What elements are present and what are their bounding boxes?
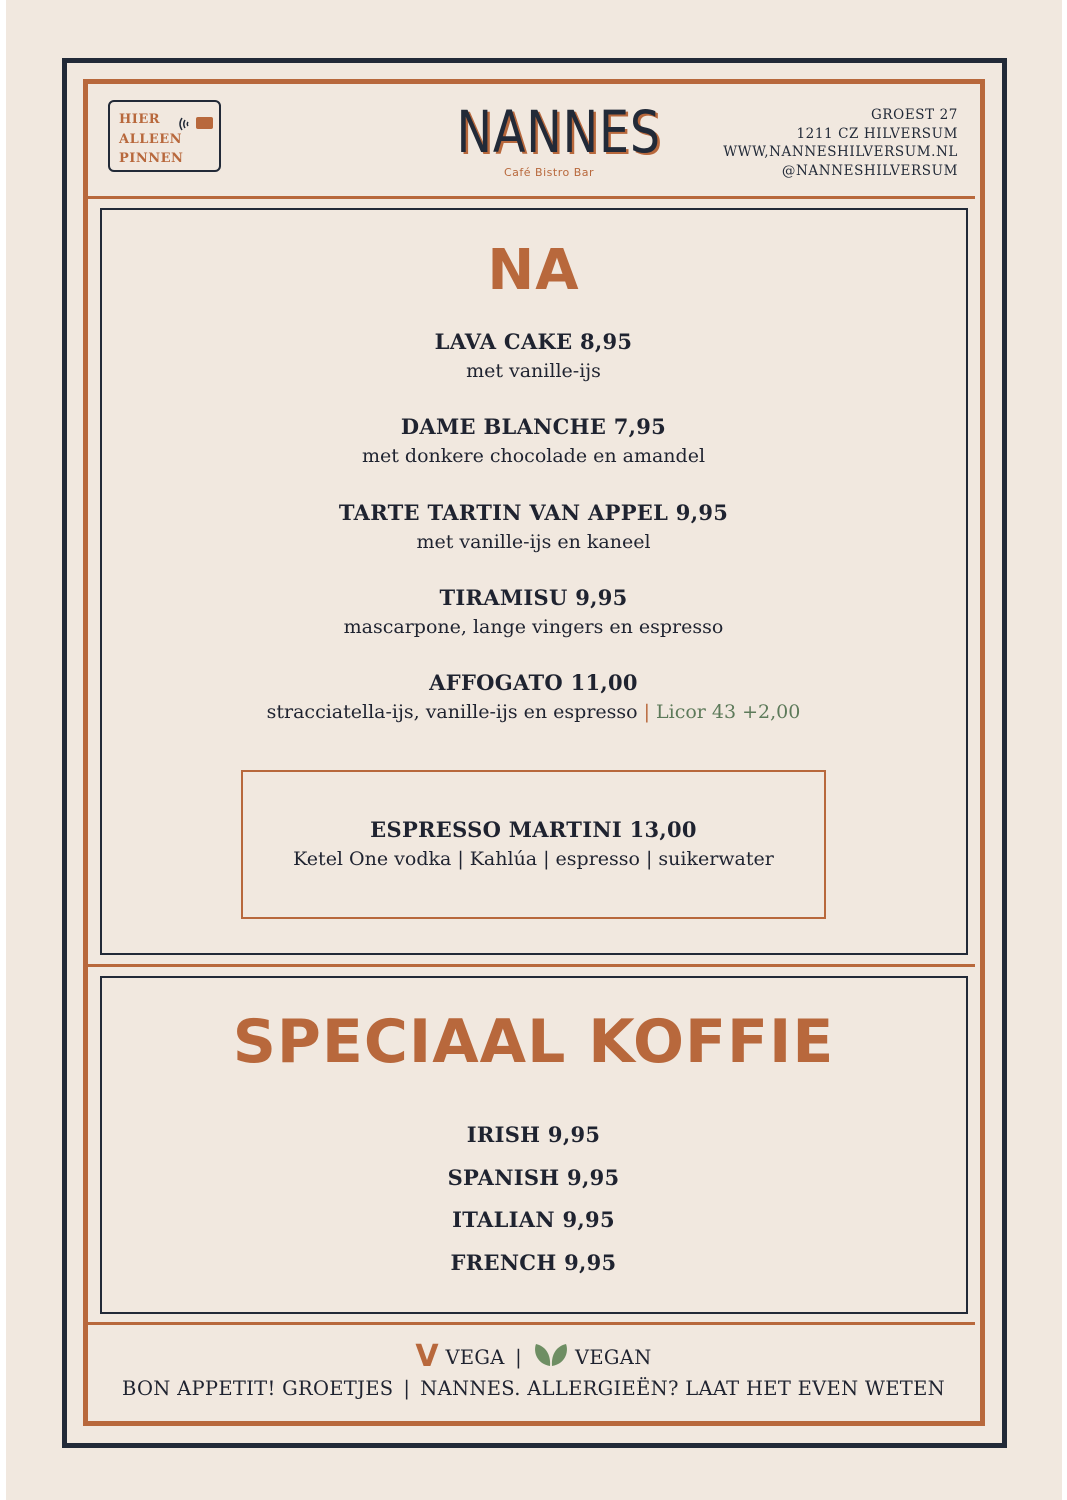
- vega-label: VEGA: [445, 1346, 505, 1369]
- menu-item-irish: [0, 1120, 1067, 1150]
- item-name: LAVA CAKE 8,95: [434, 329, 633, 354]
- address-city: 1211 CZ HILVERSUM: [796, 125, 958, 142]
- menu-item-tarte-tartin: [0, 498, 1067, 556]
- item-name: TIRAMISU 9,95: [439, 585, 628, 610]
- ingredient: Kahlúa: [469, 848, 538, 870]
- menu-item-dame-blanche: [0, 412, 1067, 470]
- item-name: AFFOGATO 11,00: [429, 670, 638, 695]
- footer-rule: [88, 1322, 975, 1325]
- menu-item-espresso-martini: [0, 815, 1067, 873]
- menu-item-french: [0, 1248, 1067, 1278]
- ingredient: espresso: [555, 848, 640, 870]
- address-website: WWW,NANNESHILVERSUM.NL: [723, 144, 958, 160]
- item-description: met vanille-ijs: [466, 360, 601, 382]
- vegan-label: VEGAN: [575, 1346, 652, 1369]
- card-only-text: [119, 110, 183, 169]
- card-only-badge: [108, 100, 221, 172]
- item-name: TARTE TARTIN VAN APPEL 9,95: [338, 500, 729, 525]
- item-name: ESPRESSO MARTINI 13,00: [370, 817, 697, 842]
- separator: |: [457, 848, 464, 870]
- menu-item-lava-cake: [0, 327, 1067, 385]
- dessert-title: NA: [487, 238, 580, 303]
- item-description: [0, 698, 1067, 726]
- legend-separator: |: [515, 1346, 523, 1369]
- item-description: mascarpone, lange vingers en espresso: [343, 616, 724, 638]
- item-name: FRENCH 9,95: [450, 1250, 617, 1275]
- footer-greeting: BON APPETIT! GROETJES: [121, 1377, 394, 1400]
- item-extra-option: Licor 43 +2,00: [656, 701, 801, 723]
- item-description: met donkere chocolade en amandel: [361, 445, 706, 467]
- item-ingredients: [0, 845, 1067, 873]
- card-only-line-3: PINNEN: [119, 151, 184, 166]
- footer-note: [0, 1374, 1067, 1404]
- diet-legend: [0, 1340, 1067, 1375]
- card-only-line-2: ALLEEN: [119, 131, 183, 147]
- item-name: IRISH 9,95: [466, 1122, 601, 1147]
- footer-separator: |: [403, 1377, 411, 1400]
- ingredient: Ketel One vodka: [293, 848, 452, 870]
- nannes-logo: [434, 92, 664, 188]
- menu-item-spanish: [0, 1163, 1067, 1193]
- header-rule: [88, 196, 975, 199]
- address-street: GROEST 27: [871, 107, 958, 123]
- footer-allergy-note: NANNES. ALLERGIEËN? LAAT HET EVEN WETEN: [420, 1377, 946, 1400]
- menu-item-tiramisu: [0, 583, 1067, 641]
- vega-icon: V: [415, 1339, 439, 1374]
- section-divider-rule: [88, 964, 975, 967]
- address-block: [723, 106, 958, 180]
- item-name: ITALIAN 9,95: [452, 1207, 615, 1232]
- contactless-card-icon: [176, 114, 216, 134]
- item-description-text: stracciatella-ijs, vanille-ijs en espresso: [266, 701, 638, 723]
- item-name: DAME BLANCHE 7,95: [400, 414, 667, 439]
- item-name: SPANISH 9,95: [447, 1165, 620, 1190]
- menu-item-italian: [0, 1205, 1067, 1235]
- separator: |: [543, 848, 550, 870]
- separator: |: [645, 848, 653, 870]
- vegan-leaf-icon: [533, 1342, 569, 1368]
- address-instagram: @NANNESHILVERSUM: [781, 162, 958, 179]
- coffee-title: SPECIAAL KOFFIE: [232, 1007, 835, 1077]
- logo-wordmark: NANNES: [456, 98, 661, 166]
- menu-item-affogato: [0, 668, 1067, 726]
- logo-tagline: Café Bistro Bar: [503, 166, 595, 179]
- separator: |: [643, 701, 651, 723]
- ingredient: suikerwater: [658, 848, 774, 870]
- item-description: met vanille-ijs en kaneel: [416, 531, 651, 553]
- card-only-line-1: HIER: [119, 112, 161, 127]
